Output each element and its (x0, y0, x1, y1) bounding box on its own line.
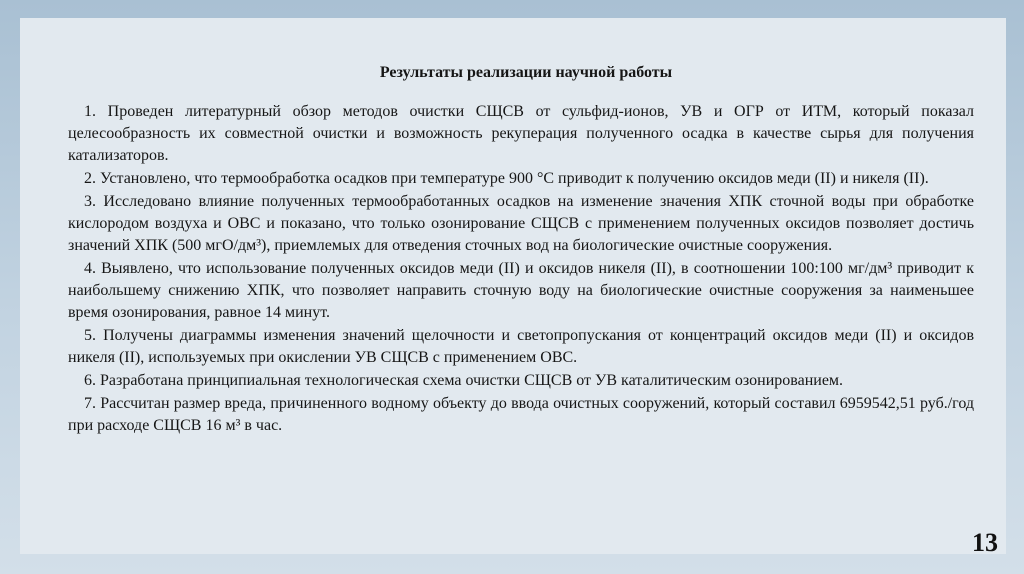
result-item-3: 3. Исследовано влияние полученных термообработанных осадков на изменение значения ХПК сточной воды при обработке кислородом воздуха и ОВС и показано, что только озонирование СЩСВ с применением полученных оксидов позволяет достичь значений ХПК (500 мгО/дм³), приемлемых для отведения сточных вод на биологические очистные сооружения. (68, 193, 974, 254)
slide-content (68, 63, 974, 438)
result-item-7: 7. Рассчитан размер вреда, причиненного водному объекту до ввода очистных сооружений, который составил 6959542,51 руб./год при расходе СЩСВ 16 м³ в час. (68, 395, 974, 434)
result-item-6: 6. Разработана принципиальная технологическая схема очистки СЩСВ от УВ каталитическим озонированием. (84, 372, 844, 389)
slide-title: Результаты реализации научной работы (379, 64, 673, 81)
result-item-2: 2. Установлено, что термообработка осадков при температуре 900 °С приводит к получению оксидов меди (II) и никеля (II). (84, 170, 929, 187)
page-number: 13 (972, 528, 998, 557)
result-item-4: 4. Выявлено, что использование полученных оксидов меди (II) и оксидов никеля (II), в соотношении 100:100 мг/дм³ приводит к наибольшему снижению ХПК, что позволяет направить сточную воду на биологические очистные сооружения за наименьшее время озонирования, равное 14 минут. (68, 260, 974, 321)
result-item-1: 1. Проведен литературный обзор методов очистки СЩСВ от сульфид-ионов, УВ и ОГР от ИТМ, который показал целесообразность их совместной очистки и возможность рекуперация полученного осадка в качестве сырья для получения катализаторов. (68, 103, 974, 164)
result-item-5: 5. Получены диаграммы изменения значений щелочности и светопропускания от концентраций оксидов меди (II) и оксидов никеля (II), используемых при окислении УВ СЩСВ с применением ОВС. (68, 327, 974, 366)
